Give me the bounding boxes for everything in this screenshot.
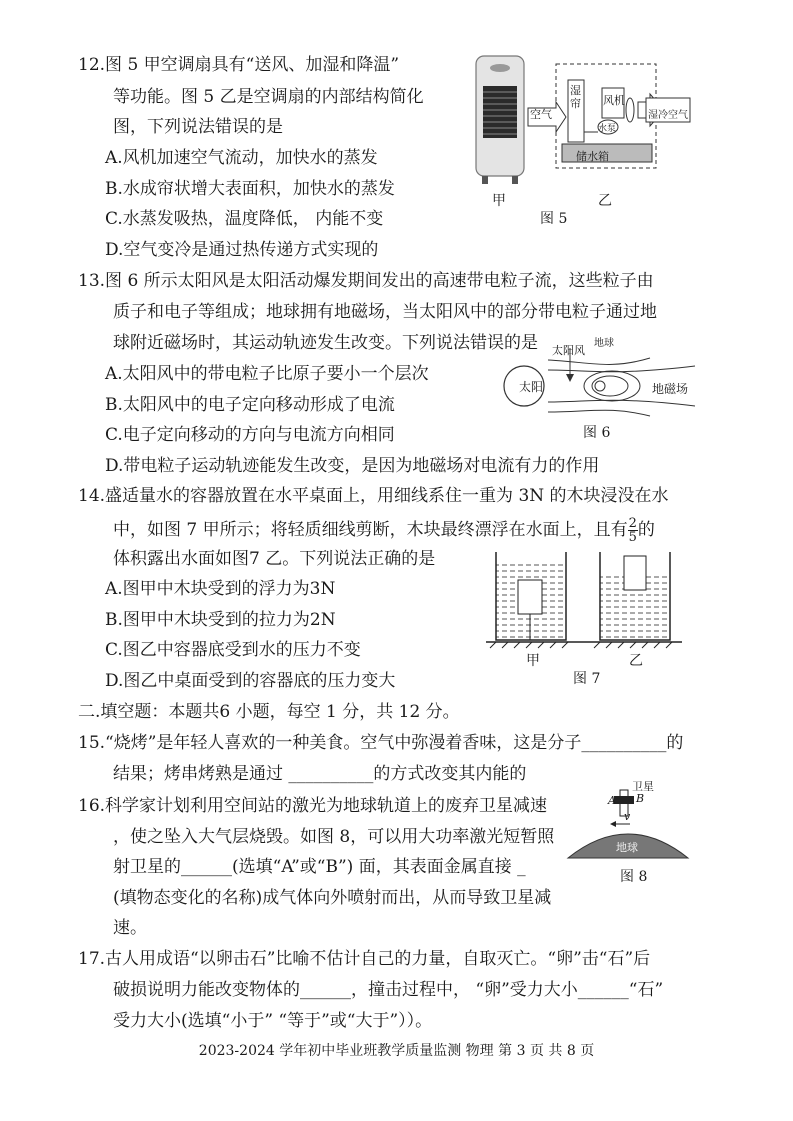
fig5-curtain-label: 湿帘: [570, 84, 581, 110]
q13-option-a: A.太阳风中的带电粒子比原子要小一个层次: [105, 364, 429, 384]
q14-fraction: [628, 517, 638, 544]
fig5-air-cooler-image: [470, 52, 530, 192]
q12-line3: 图，下列说法错误的是: [113, 117, 283, 137]
fig5-tank-label: 储水箱: [576, 150, 609, 163]
fig5-caption: 图 5: [540, 211, 568, 227]
fig5-pump-label: 水泵: [598, 124, 617, 134]
q14-option-d: D.图乙中桌面受到的容器底的压力变大: [105, 671, 396, 691]
q13-option-b: B.太阳风中的电子定向移动形成了电流: [105, 395, 395, 415]
q12-line2: 等功能。图 5 乙是空调扇的内部结构简化: [113, 87, 424, 107]
fig8-velocity-label: v: [624, 810, 631, 823]
q16-line3: 射卫星的______(选填“A”或“B”) 面，其表面金属直接 _: [113, 857, 526, 877]
fig8-satellite-label: 卫星: [632, 780, 654, 793]
q14-option-b: B.图甲中木块受到的拉力为2N: [105, 610, 336, 630]
section2-heading: 二.填空题：本题共6 小题，每空 1 分，共 12 分。: [78, 702, 460, 722]
q17-line1: 17.古人用成语“以卵击石”比喻不估计自己的力量，自取灭亡。“卵”击“石”后: [78, 949, 651, 969]
q12-option-b: B.水成帘状增大表面积，加快水的蒸发: [105, 179, 395, 199]
q16-line5: 速。: [113, 918, 147, 938]
q14-option-c: C.图乙中容器底受到水的压力不变: [105, 640, 361, 660]
q14-option-a: A.图甲中木块受到的浮力为3N: [105, 579, 336, 599]
q12-option-c: C.水蒸发吸热，温度降低， 内能不变: [105, 209, 384, 229]
q14-line2: [113, 517, 655, 544]
q14-line3: 体积露出水面如图7 乙。下列说法正确的是: [113, 549, 436, 569]
q15-line2: 结果；烤串烤熟是通过 __________的方式改变其内能的: [113, 764, 527, 784]
fig7-container-diagram: [486, 550, 686, 650]
fig5-fan-label: 风机: [603, 94, 625, 107]
fig8-side-b: B: [636, 792, 645, 805]
q14-line2-end: 的: [637, 520, 655, 540]
q14-frac-numerator: 2: [628, 516, 637, 531]
fig7-label-yi: 乙: [629, 653, 643, 669]
fig6-earth-label: 地球: [594, 338, 614, 349]
page-footer: 2023-2024 学年初中毕业班教学质量监测 物理 第 3 页 共 8 页: [198, 1043, 595, 1059]
fig8-earth-label: 地球: [616, 841, 638, 854]
q17-line2: 破损说明力能改变物体的______，撞击过程中， “卵”受力大小______“石”: [113, 980, 664, 1000]
fig5-out-label: 湿冷空气: [648, 110, 688, 121]
q16-line4: (填物态变化的名称)成气体向外喷射而出，从而导致卫星减: [113, 888, 552, 908]
q13-option-c: C.电子定向移动的方向与电流方向相同: [105, 425, 395, 445]
fig6-wind-label: 太阳风: [552, 344, 585, 357]
q17-line3: 受力大小(选填“小于” “等于”或“大于”））。: [113, 1011, 433, 1031]
q14-line1: 14.盛适量水的容器放置在水平桌面上，用细线系住一重为 3N 的木块浸没在水: [78, 486, 669, 506]
fig5-label-jia: 甲: [492, 193, 506, 209]
fig6-sun-label: 太阳: [519, 380, 544, 394]
q13-line1: 13.图 6 所示太阳风是太阳活动爆发期间发出的高速带电粒子流，这些粒子由: [78, 271, 654, 291]
q14-line2-text: 中，如图 7 甲所示；将轻质细线剪断，木块最终漂浮在水面上，且有: [113, 520, 628, 540]
q13-option-d: D.带电粒子运动轨迹能发生改变，是因为地磁场对电流有力的作用: [105, 456, 600, 476]
fig8-caption: 图 8: [620, 869, 648, 885]
q16-line1: 16.科学家计划利用空间站的激光为地球轨道上的废弃卫星减速: [78, 796, 548, 816]
q13-line3: 球附近磁场时，其运动轨迹发生改变。下列说法错误的是: [113, 333, 538, 353]
fig5-label-yi: 乙: [598, 193, 612, 209]
q12-option-d: D.空气变冷是通过热传递方式实现的: [105, 240, 379, 260]
fig7-label-jia: 甲: [526, 653, 540, 669]
q14-frac-denominator: 5: [628, 530, 637, 545]
fig6-field-label: 地磁场: [652, 382, 689, 396]
q16-line2: ，使之坠入大气层烧毁。如图 8，可以用大功率激光短暂照: [113, 827, 555, 847]
q12-option-a: A.风机加速空气流动，加快水的蒸发: [105, 148, 378, 168]
fig7-caption: 图 7: [573, 671, 601, 687]
q13-line2: 质子和电子等组成；地球拥有地磁场，当太阳风中的部分带电粒子通过地: [113, 302, 657, 322]
fig8-side-a: A: [608, 794, 616, 807]
q15-line1: 15.“烧烤”是年轻人喜欢的一种美食。空气中弥漫着香味，这是分子__________的: [78, 733, 684, 753]
fig6-caption: 图 6: [583, 425, 611, 441]
q12-line1: 12.图 5 甲空调扇具有“送风、加湿和降温”: [78, 55, 400, 75]
fig5-air-label: 空气: [530, 108, 552, 121]
